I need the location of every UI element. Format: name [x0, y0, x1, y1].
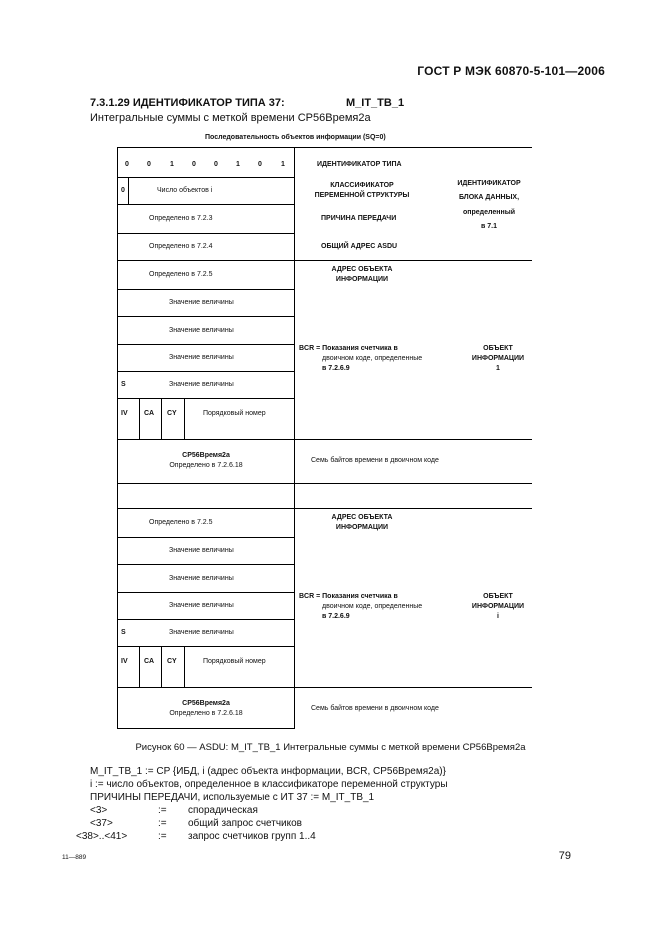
ioai-defined: Определено в 7.2.5 — [149, 519, 213, 526]
section-subtitle: Интегральные суммы с меткой времени CP56Время2а — [90, 112, 371, 124]
body-line-3: ПРИЧИНЫ ПЕРЕДАЧИ, используемые с ИТ 37 := M_IT_TB_1 — [90, 792, 375, 803]
bcri-l1: BCR = Показания счетчика в — [299, 593, 398, 600]
ioa1-l1: АДРЕС ОБЪЕКТА — [331, 266, 393, 273]
value-1d: Значение величины — [169, 381, 234, 388]
value-1a: Значение величины — [169, 299, 234, 306]
body-line-1: M_IT_TB_1 := CP {ИБД, i (адрес объекта информации, BCR, CP56Время2а)} — [90, 766, 446, 777]
ca-i: CA — [144, 658, 155, 665]
seven-bytes-i: Семь байтов времени в двоичном коде — [311, 705, 439, 712]
footer-left: 11—889 — [62, 854, 87, 861]
cause-sep: := — [158, 818, 167, 829]
var-struct-l1: КЛАССИФИКАТОР — [330, 182, 394, 189]
bcr1-l3: в 7.2.6.9 — [322, 365, 350, 372]
sign-1: S — [121, 381, 126, 388]
value-ib: Значение величины — [169, 575, 234, 582]
cp56-i: CP56Время2а — [182, 700, 230, 707]
cause-desc: общий запрос счетчиков — [188, 818, 302, 829]
ioai-l1: АДРЕС ОБЪЕКТА — [331, 514, 393, 521]
common-addr-label: ОБЩИЙ АДРЕС ASDU — [321, 243, 398, 250]
section-title — [90, 97, 405, 109]
page-number: 79 — [558, 850, 571, 862]
body-line-2: i := число объектов, определенное в классификаторе переменной структуры — [90, 779, 448, 790]
document-header: ГОСТ Р МЭК 60870-5-101—2006 — [417, 64, 605, 78]
asdu-diagram — [117, 147, 532, 729]
cp56-1-defined: Определено в 7.2.6.18 — [169, 462, 243, 469]
seven-bytes-1: Семь байтов времени в двоичном коде — [311, 457, 439, 464]
cause-sep: := — [158, 805, 167, 816]
num-objects: Число объектов i — [157, 187, 213, 194]
bcri-l2: двоичном коде, определенные — [322, 603, 423, 610]
cy-i: CY — [167, 658, 177, 665]
obj1-l2: ИНФОРМАЦИИ — [471, 355, 525, 362]
cause-desc: запрос счетчиков групп 1..4 — [188, 831, 316, 842]
ioa1-defined: Определено в 7.2.5 — [149, 271, 213, 278]
ioai-l2: ИНФОРМАЦИИ — [335, 524, 389, 531]
cause-code: <38>..<41> — [76, 831, 128, 842]
bcri-l3: в 7.2.6.9 — [322, 613, 350, 620]
cy-1: CY — [167, 410, 177, 417]
value-ic: Значение величины — [169, 602, 234, 609]
seq-num-i: Порядковый номер — [203, 658, 266, 665]
value-id: Значение величины — [169, 629, 234, 636]
duid-l3: определенный — [463, 209, 515, 216]
section-title-text: 7.3.1.29 ИДЕНТИФИКАТОР ТИПА 37: — [90, 97, 285, 109]
ioa1-l2: ИНФОРМАЦИИ — [335, 276, 389, 283]
cause-label: ПРИЧИНА ПЕРЕДАЧИ — [321, 215, 397, 222]
duid-l2: БЛОКА ДАННЫХ, — [458, 194, 520, 201]
iv-1: IV — [121, 410, 128, 417]
cause-code: <37> — [90, 818, 113, 829]
bcr1-l2: двоичном коде, определенные — [322, 355, 423, 362]
cause-desc: спорадическая — [188, 805, 258, 816]
bit-4: 0 — [214, 161, 218, 168]
var-struct-l2: ПЕРЕМЕННОЙ СТРУКТУРЫ — [314, 192, 410, 199]
type-code: M_IT_TB_1 — [346, 97, 405, 109]
duid-l4: в 7.1 — [481, 223, 497, 230]
bit-1: 1 — [281, 161, 285, 168]
bcr1-l1: BCR = Показания счетчика в — [299, 345, 398, 352]
cause-code: <3> — [90, 805, 108, 816]
iv-i: IV — [121, 658, 128, 665]
sequence-note: Последовательность объектов информации (SQ=0) — [205, 134, 386, 141]
value-1c: Значение величины — [169, 354, 234, 361]
duid-l1: ИДЕНТИФИКАТОР — [457, 180, 521, 187]
bit-5: 0 — [192, 161, 196, 168]
sign-i: S — [121, 629, 126, 636]
bit-6: 1 — [170, 161, 174, 168]
type-id-label: ИДЕНТИФИКАТОР ТИПА — [317, 161, 402, 168]
value-1b: Значение величины — [169, 327, 234, 334]
seq-num-1: Порядковый номер — [203, 410, 266, 417]
ca-1: CA — [144, 410, 155, 417]
value-ia: Значение величины — [169, 547, 234, 554]
bit-7: 0 — [147, 161, 151, 168]
obj1-l1: ОБЪЕКТ — [483, 345, 513, 352]
obji-l2: ИНФОРМАЦИИ — [471, 603, 525, 610]
sq-bit: 0 — [121, 187, 125, 194]
addr-defined: Определено в 7.2.4 — [149, 243, 213, 250]
bit-8: 0 — [125, 161, 129, 168]
obji-l1: ОБЪЕКТ — [483, 593, 513, 600]
cp56-i-defined: Определено в 7.2.6.18 — [169, 710, 243, 717]
figure-caption: Рисунок 60 — ASDU: M_IT_TB_1 Интегральные суммы с меткой времени CP56Время2а — [135, 742, 526, 753]
cause-sep: := — [158, 831, 167, 842]
bit-2: 0 — [258, 161, 262, 168]
bit-3: 1 — [236, 161, 240, 168]
cot-defined: Определено в 7.2.3 — [149, 215, 213, 222]
obj1-n: 1 — [496, 365, 500, 372]
cp56-1: CP56Время2а — [182, 452, 230, 459]
obji-n: i — [497, 613, 499, 620]
